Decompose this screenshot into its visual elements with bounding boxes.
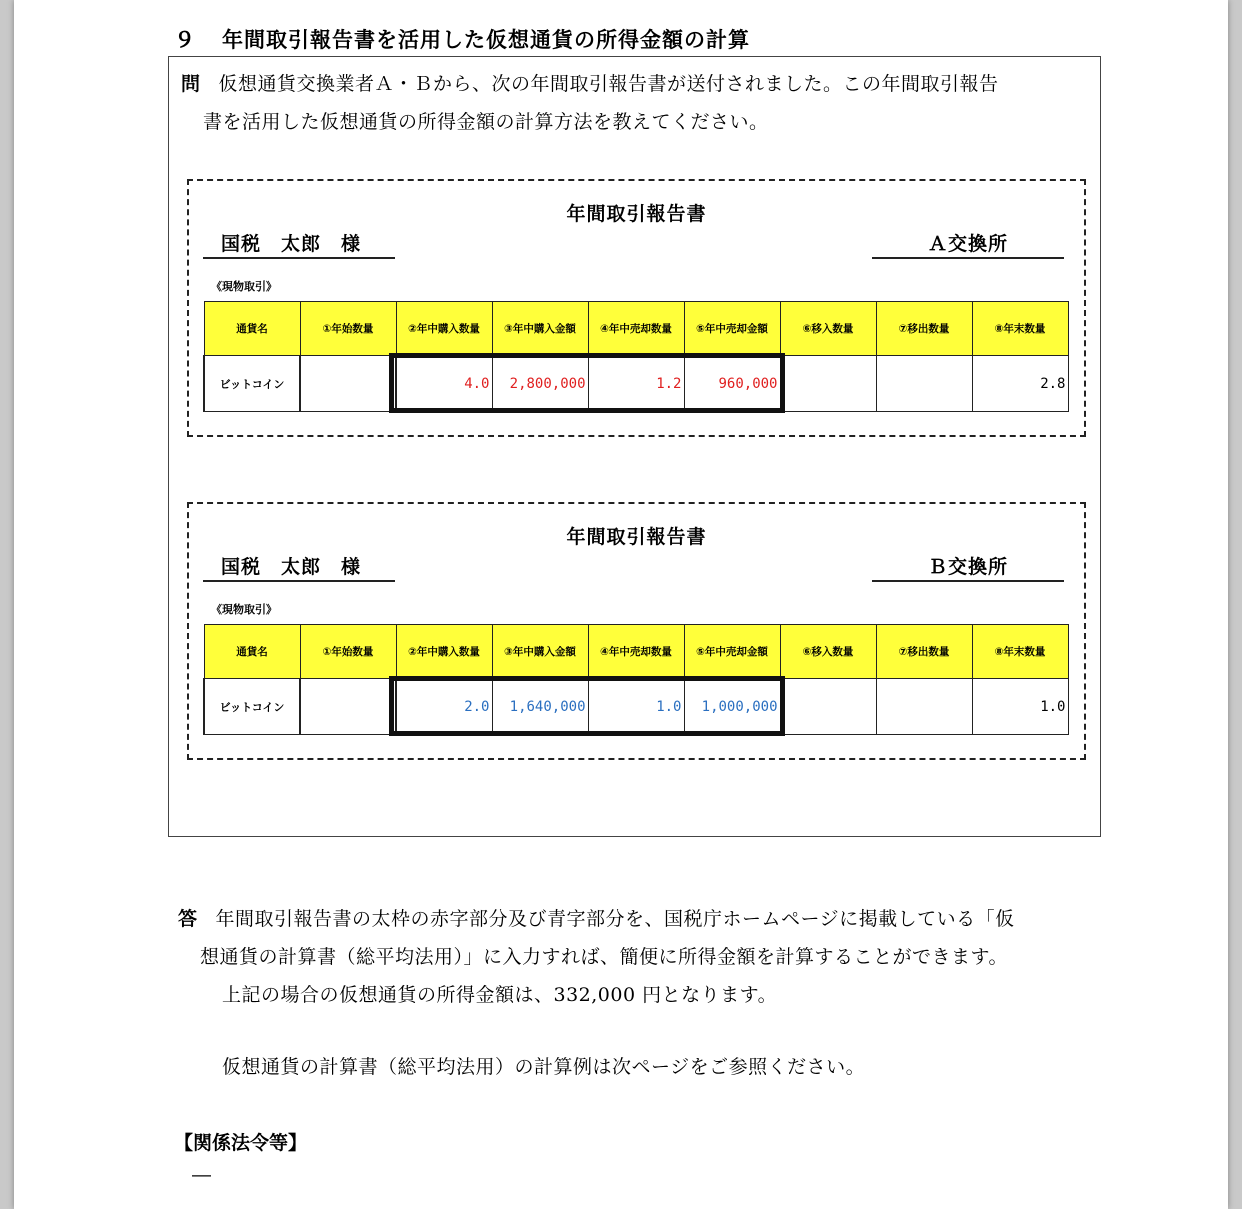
answer-line-3: 上記の場合の仮想通貨の所得金額は、332,000 円となります。 [222, 984, 778, 1006]
question-text [181, 65, 1086, 141]
exchange-name: Ｂ交換所 [872, 554, 1064, 582]
header-start-qty: ①年始数量 [300, 625, 396, 679]
sell-amount: 960,000 [684, 356, 780, 412]
document-page [14, 0, 1228, 1209]
question-label: 問 [181, 73, 201, 95]
buy-amount: 2,800,000 [492, 356, 588, 412]
header-start-qty: ①年始数量 [300, 302, 396, 356]
currency-name: ビットコイン [204, 679, 300, 735]
in-qty [780, 356, 876, 412]
buy-qty: 2.0 [396, 679, 492, 735]
header-sell-qty: ④年中売却数量 [588, 625, 684, 679]
answer-line-1: 年間取引報告書の太枠の赤字部分及び青字部分を、国税庁ホームページに掲載している「仮 [215, 908, 1015, 930]
table-header-row [204, 625, 1068, 679]
highlight-frame [389, 353, 785, 413]
highlight-frame [389, 676, 785, 736]
sell-qty: 1.2 [588, 356, 684, 412]
in-qty [780, 679, 876, 735]
header-end-qty: ⑧年末数量 [972, 302, 1068, 356]
answer-line-2: 想通貨の計算書（総平均法用）」に入力すれば、簡便に所得金額を計算することができます。 [200, 946, 1008, 968]
header-sell-amount: ⑤年中売却金額 [684, 302, 780, 356]
recipient-name: 国税 太郎 様 [203, 554, 395, 582]
header-sell-amount: ⑤年中売却金額 [684, 625, 780, 679]
buy-amount: 1,640,000 [492, 679, 588, 735]
header-out-qty: ⑦移出数量 [876, 625, 972, 679]
answer-line-4: 仮想通貨の計算書（総平均法用）の計算例は次ページをご参照ください。 [222, 1056, 866, 1078]
answer-label: 答 [178, 908, 198, 930]
section-number: ９ [174, 28, 196, 52]
report-title: 年間取引報告書 [566, 526, 707, 548]
header-buy-amount: ③年中購入金額 [492, 302, 588, 356]
header-buy-qty: ②年中購入数量 [396, 302, 492, 356]
section-title-text: 年間取引報告書を活用した仮想通貨の所得金額の計算 [222, 28, 750, 52]
recipient-name: 国税 太郎 様 [203, 231, 395, 259]
related-laws-heading: 【関係法令等】 [174, 1132, 308, 1154]
trade-type-label: 《現物取引》 [211, 280, 277, 293]
end-qty: 2.8 [972, 356, 1068, 412]
sell-qty: 1.0 [588, 679, 684, 735]
start-qty [300, 679, 396, 735]
end-qty: 1.0 [972, 679, 1068, 735]
currency-name: ビットコイン [204, 356, 300, 412]
related-laws-item: ― [192, 1164, 211, 1186]
header-sell-qty: ④年中売却数量 [588, 302, 684, 356]
trade-type-label: 《現物取引》 [211, 603, 277, 616]
header-buy-amount: ③年中購入金額 [492, 625, 588, 679]
report-b [187, 502, 1086, 760]
report-a [187, 179, 1086, 437]
table-header-row [204, 302, 1068, 356]
header-buy-qty: ②年中購入数量 [396, 625, 492, 679]
report-title: 年間取引報告書 [566, 203, 707, 225]
section-title [174, 24, 750, 54]
buy-qty: 4.0 [396, 356, 492, 412]
out-qty [876, 356, 972, 412]
header-currency: 通貨名 [204, 302, 300, 356]
exchange-name: Ａ交換所 [872, 231, 1064, 259]
answer-text [178, 900, 1108, 1086]
header-in-qty: ⑥移入数量 [780, 302, 876, 356]
out-qty [876, 679, 972, 735]
question-box [168, 56, 1101, 837]
sell-amount: 1,000,000 [684, 679, 780, 735]
question-line-2: 書を活用した仮想通貨の所得金額の計算方法を教えてください。 [203, 111, 769, 133]
header-currency: 通貨名 [204, 625, 300, 679]
header-end-qty: ⑧年末数量 [972, 625, 1068, 679]
start-qty [300, 356, 396, 412]
header-out-qty: ⑦移出数量 [876, 302, 972, 356]
question-line-1: 仮想通貨交換業者Ａ・Ｂから、次の年間取引報告書が送付されました。この年間取引報告 [218, 73, 999, 95]
header-in-qty: ⑥移入数量 [780, 625, 876, 679]
